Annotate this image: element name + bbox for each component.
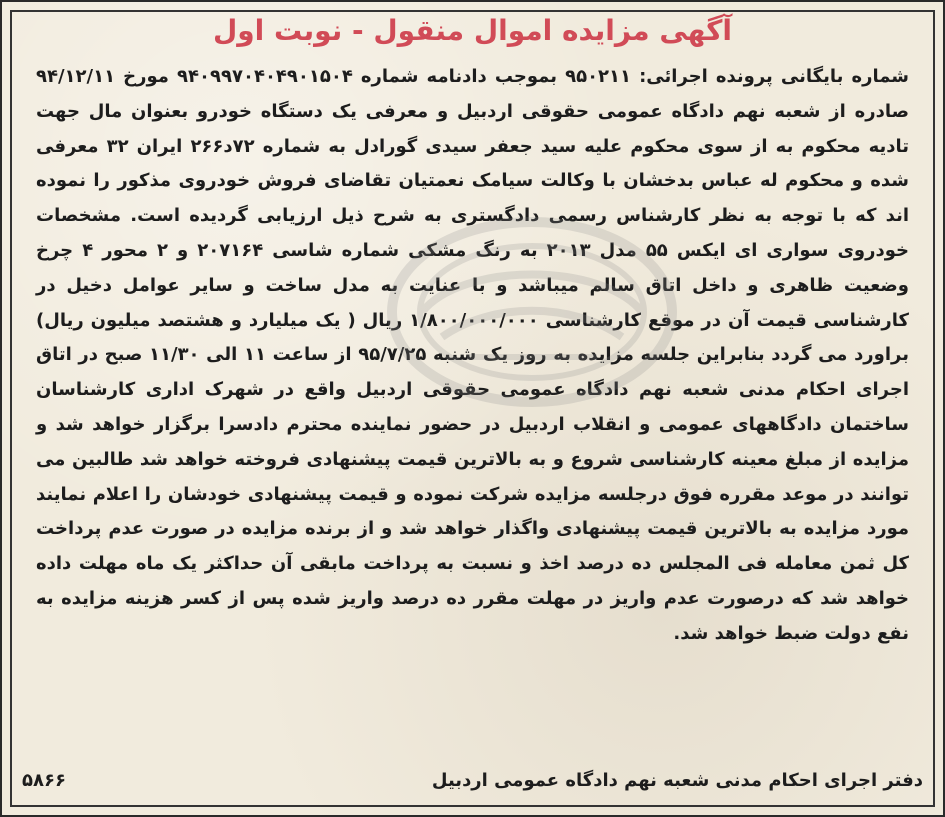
notice-footer xyxy=(22,765,923,797)
notice-body: شماره بایگانی پرونده اجرائی: ۹۵۰۲۱۱ بموجب دادنامه شماره ۹۴۰۹۹۷۰۴۰۴۹۰۱۵۰۴ مورخ ۹۴/۱۲/۱۱ صادره از شعبه نهم دادگاه عمومی حقوقی اردبیل و معرفی یک دستگاه خودرو بعنوان مال جهت تادیه محکوم به از سوی محکوم علیه سید جعفر سیدی گورادل به شماره ۷۲د۲۶۶ ایران ۳۲ معرفی شده و محکوم له عباس بدخشان با وکالت سیامک نعمتیان تقاضای فروش خودروی مذکور را نموده اند که با توجه به نظر کارشناس رسمی دادگستری به شرح ذیل ارزیابی گردیده است. مشخصات خودروی سواری ای ایکس ۵۵ مدل ۲۰۱۳ به رنگ مشکی شماره شاسی ۲۰۷۱۶۴ و ۲ محور ۴ چرخ وضعیت ظاهری و داخل اتاق سالم میباشد و با عنایت به مدل ساخت و سایر عوامل دخیل در کارشناسی قیمت آن در موقع کارشناسی ۱/۸۰۰/۰۰۰/۰۰۰ ریال ( یک میلیارد و هشتصد میلیون ریال) براورد می گردد بنابراین جلسه مزایده به روز یک شنبه ۹۵/۷/۲۵ از ساعت ۱۱ الی ۱۱/۳۰ صبح در اتاق اجرای احکام مدنی شعبه نهم دادگاه عمومی حقوقی اردبیل واقع در شهرک اداری کارشناسان ساختمان دادگاههای عمومی و انقلاب اردبیل در حضور نماینده محترم دادسرا برگزار خواهد شد و مزایده از مبلغ معینه کارشناسی شروع و به بالاترین قیمت پیشنهادی فروخته خواهد شد طالبین می توانند در موعد مقرره فوق درجلسه مزایده شرکت نموده و قیمت پیشنهادی خودشان را اعلام نمایند مورد مزایده به بالاترین قیمت پیشنهادی واگذار خواهد شد و از برنده مزایده در صورت عدم پرداخت کل ثمن معامله فی المجلس ده درصد اخذ و نسبت به پرداخت مابقی آن حداکثر یک ماه مهلت داده خواهد شد که درصورت عدم واریز در مهلت مقرر ده درصد واریز شده پس از کسر هزینه مزایده به نفع دولت ضبط خواهد شد. xyxy=(36,66,910,644)
issuer-office: دفتر اجرای احکام مدنی شعبه نهم دادگاه عمومی اردبیل xyxy=(431,770,923,791)
notice-code: ۵۸۶۶ xyxy=(22,770,66,791)
notice-title: آگهی مزایده اموال منقول - نوبت اول xyxy=(212,14,733,47)
